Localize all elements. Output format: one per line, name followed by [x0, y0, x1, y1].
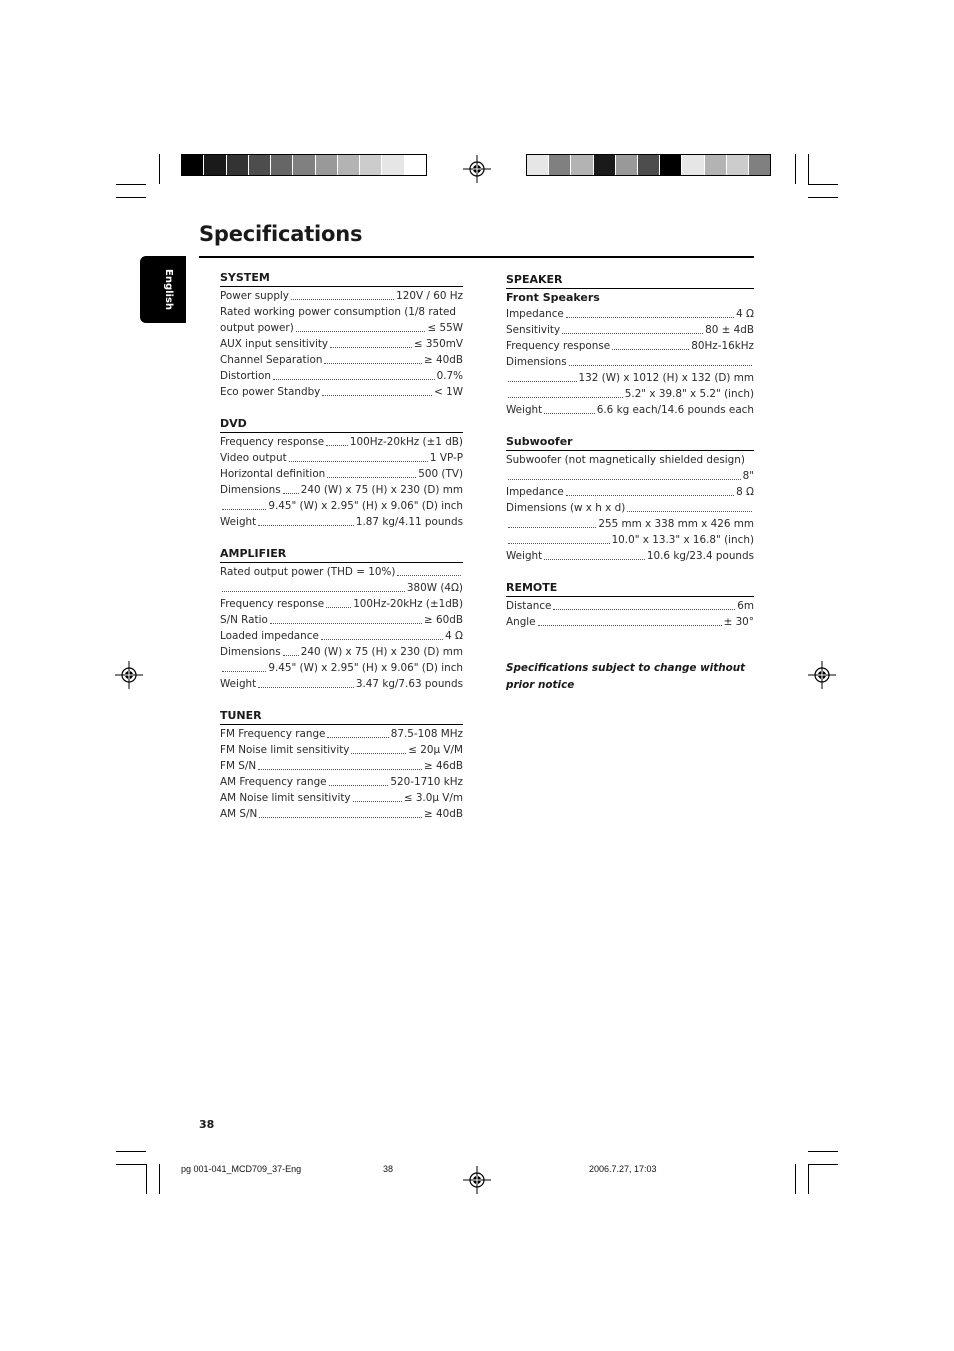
leader-dots: [566, 484, 734, 496]
spec-label: FM Noise limit sensitivity: [220, 744, 350, 756]
color-swatch: [594, 155, 616, 175]
title-rule: [199, 256, 754, 258]
color-swatch: [271, 155, 293, 175]
spec-label: Rated output power (THD = 10%): [220, 566, 396, 578]
section-heading: REMOTE: [506, 580, 754, 597]
spec-row: [220, 352, 463, 368]
disclaimer-note: Specifications subject to change without prior notice: [506, 662, 746, 691]
leader-dots: [324, 352, 422, 364]
remote-specs: [506, 598, 754, 630]
spec-value: 87.5-108 MHz: [390, 728, 463, 740]
spec-value: ≥ 60dB: [424, 614, 463, 626]
subsection-heading: Front Speakers: [506, 291, 600, 304]
spec-value: 5.2" x 39.8" x 5.2" (inch): [624, 388, 754, 400]
spec-value: 380W (4Ω): [406, 582, 463, 594]
spec-label: S/N Ratio: [220, 614, 268, 626]
color-swatch: [405, 155, 426, 175]
spec-value: 80Hz-16kHz: [691, 340, 754, 352]
spec-value: 80 ± 4dB: [705, 324, 754, 336]
color-swatch: [527, 155, 549, 175]
spec-row: [506, 354, 754, 370]
color-swatch: [682, 155, 704, 175]
spec-row: [220, 758, 463, 774]
footer-timestamp: 2006.7.27, 17:03: [589, 1164, 657, 1174]
spec-row: [220, 498, 463, 514]
leader-dots: [566, 306, 734, 318]
spec-row: [506, 338, 754, 354]
spec-value: 120V / 60 Hz: [396, 290, 463, 302]
spec-label: Video output: [220, 452, 287, 464]
front-speaker-specs: [506, 306, 754, 418]
leader-dots: [270, 612, 422, 624]
spec-value: 10.6 kg/23.4 pounds: [646, 550, 754, 562]
spec-row: [220, 564, 463, 580]
spec-row: [220, 368, 463, 384]
color-swatch: [382, 155, 404, 175]
spec-row: [220, 644, 463, 660]
spec-row: [506, 614, 754, 630]
color-swatch: [705, 155, 727, 175]
color-swatch: [727, 155, 749, 175]
spec-row: [220, 450, 463, 466]
spec-value: ± 30°: [723, 616, 754, 628]
spec-label: Impedance: [506, 308, 564, 320]
spec-row: [220, 304, 463, 320]
spec-row: [220, 774, 463, 790]
color-swatch: [749, 155, 770, 175]
spec-row: [220, 514, 463, 530]
leader-dots: [544, 402, 595, 414]
color-swatch: [249, 155, 271, 175]
spec-row: [220, 660, 463, 676]
leader-dots: [322, 384, 432, 396]
spec-label: Frequency response: [506, 340, 611, 352]
leader-dots: [353, 790, 402, 802]
spec-label: Distortion: [220, 370, 271, 382]
spec-value: ≥ 40dB: [424, 354, 463, 366]
section-heading: SYSTEM: [220, 270, 463, 287]
spec-row: [506, 516, 754, 532]
spec-row: [506, 452, 754, 468]
leader-dots: [222, 498, 266, 510]
page-number: 38: [199, 1118, 215, 1131]
spec-row: [220, 806, 463, 822]
leader-dots: [321, 628, 443, 640]
spec-label: FM S/N: [220, 760, 257, 772]
spec-value: 520-1710 kHz: [390, 776, 463, 788]
color-calibration-bar-left: [181, 154, 427, 176]
spec-row: [220, 596, 463, 612]
leader-dots: [326, 596, 351, 608]
spec-value: 4 Ω: [445, 630, 463, 642]
right-spec-column: [506, 272, 754, 630]
leader-dots: [397, 564, 461, 576]
leader-dots: [612, 338, 689, 350]
spec-value: ≥ 46dB: [424, 760, 463, 772]
spec-row: [220, 580, 463, 596]
leader-dots: [258, 514, 354, 526]
spec-value: 8": [742, 470, 754, 482]
spec-label: Dimensions: [220, 646, 281, 658]
spec-row: [220, 466, 463, 482]
leader-dots: [327, 466, 416, 478]
leader-dots: [562, 322, 703, 334]
spec-label: Subwoofer (not magnetically shielded design): [506, 454, 745, 466]
leader-dots: [508, 516, 596, 528]
leader-dots: [327, 726, 388, 738]
spec-label: Dimensions: [506, 356, 567, 368]
spec-row: [506, 468, 754, 484]
color-swatch: [182, 155, 204, 175]
spec-value: ≤ 3.0µ V/m: [403, 792, 463, 804]
spec-row: [220, 612, 463, 628]
spec-value: 1 VP-P: [429, 452, 463, 464]
section-heading: DVD: [220, 416, 463, 433]
color-swatch: [549, 155, 571, 175]
spec-row: [220, 742, 463, 758]
spec-label: FM Frequency range: [220, 728, 326, 740]
spec-value: 500 (TV): [418, 468, 463, 480]
spec-label: Weight: [506, 404, 543, 416]
leader-dots: [508, 386, 623, 398]
registration-mark-icon: [463, 155, 491, 183]
spec-label: Angle: [506, 616, 536, 628]
spec-value: 240 (W) x 75 (H) x 230 (D) mm: [300, 646, 463, 658]
spec-row: [220, 320, 463, 336]
leader-dots: [538, 614, 722, 626]
spec-label: Weight: [506, 550, 543, 562]
spec-label: Weight: [220, 516, 257, 528]
color-swatch: [293, 155, 315, 175]
spec-label: Dimensions (w x h x d): [506, 502, 626, 514]
spec-section: [220, 416, 463, 530]
leader-dots: [291, 288, 394, 300]
page-title: Specifications: [199, 222, 363, 246]
spec-value: 8 Ω: [736, 486, 754, 498]
spec-row: [220, 726, 463, 742]
leader-dots: [283, 644, 299, 656]
spec-row: [506, 386, 754, 402]
spec-label: Eco power Standby: [220, 386, 321, 398]
subsection-heading: Subwoofer: [506, 434, 754, 451]
spec-row: [220, 676, 463, 692]
leader-dots: [273, 368, 435, 380]
spec-value: < 1W: [434, 386, 463, 398]
spec-value: 240 (W) x 75 (H) x 230 (D) mm: [300, 484, 463, 496]
leader-dots: [508, 370, 577, 382]
leader-dots: [329, 774, 389, 786]
language-tab-label: English: [163, 269, 174, 311]
spec-label: AM Noise limit sensitivity: [220, 792, 351, 804]
color-swatch: [316, 155, 338, 175]
spec-value: 100Hz-20kHz (±1 dB): [349, 436, 463, 448]
spec-row: [506, 532, 754, 548]
spec-value: 132 (W) x 1012 (H) x 132 (D) mm: [578, 372, 754, 384]
leader-dots: [259, 806, 422, 818]
spec-label: Channel Separation: [220, 354, 323, 366]
registration-mark-icon: [463, 1166, 491, 1194]
spec-label: Frequency response: [220, 598, 325, 610]
spec-value: 1.87 kg/4.11 pounds: [355, 516, 463, 528]
leader-dots: [508, 532, 610, 544]
spec-section: [220, 708, 463, 822]
leader-dots: [283, 482, 299, 494]
subwoofer-specs: [506, 452, 754, 564]
registration-mark-icon: [808, 661, 836, 689]
spec-label: Power supply: [220, 290, 289, 302]
footer-file-name: pg 001-041_MCD709_37-Eng: [181, 1164, 302, 1174]
spec-row: [506, 322, 754, 338]
spec-label: Loaded impedance: [220, 630, 319, 642]
spec-label: Horizontal definition: [220, 468, 326, 480]
leader-dots: [508, 468, 741, 480]
spec-row: [506, 598, 754, 614]
leader-dots: [326, 434, 348, 446]
spec-row: [506, 484, 754, 500]
section-heading: AMPLIFIER: [220, 546, 463, 563]
spec-value: 6.6 kg each/14.6 pounds each: [596, 404, 754, 416]
spec-label: output power): [220, 322, 294, 334]
spec-value: ≤ 350mV: [413, 338, 463, 350]
spec-row: [220, 628, 463, 644]
spec-value: 9.45" (W) x 2.95" (H) x 9.06" (D) inch: [268, 500, 463, 512]
leader-dots: [222, 580, 405, 592]
spec-row: [220, 790, 463, 806]
spec-value: 100Hz-20kHz (±1dB): [353, 598, 463, 610]
spec-row: [220, 434, 463, 450]
spec-row: [506, 402, 754, 418]
spec-value: ≤ 55W: [427, 322, 463, 334]
left-spec-column: [220, 270, 463, 822]
spec-value: ≥ 40dB: [424, 808, 463, 820]
color-swatch: [638, 155, 660, 175]
color-calibration-bar-right: [526, 154, 771, 176]
spec-label: Weight: [220, 678, 257, 690]
registration-mark-icon: [115, 661, 143, 689]
color-swatch: [616, 155, 638, 175]
spec-row: [220, 482, 463, 498]
leader-dots: [627, 500, 752, 512]
spec-value: 4 Ω: [736, 308, 754, 320]
color-swatch: [660, 155, 682, 175]
spec-row: [220, 288, 463, 304]
leader-dots: [351, 742, 406, 754]
spec-row: [220, 384, 463, 400]
spec-row: [506, 548, 754, 564]
leader-dots: [258, 758, 422, 770]
spec-row: [220, 336, 463, 352]
spec-value: 255 mm x 338 mm x 426 mm: [598, 518, 754, 530]
spec-value: 6m: [737, 600, 754, 612]
color-swatch: [360, 155, 382, 175]
spec-row: [506, 500, 754, 516]
spec-label: Sensitivity: [506, 324, 561, 336]
spec-label: AM Frequency range: [220, 776, 327, 788]
section-heading: TUNER: [220, 708, 463, 725]
leader-dots: [289, 450, 428, 462]
section-heading: SPEAKER: [506, 272, 754, 289]
color-swatch: [204, 155, 226, 175]
spec-label: Distance: [506, 600, 552, 612]
spec-section: [220, 270, 463, 400]
leader-dots: [330, 336, 412, 348]
spec-row: [506, 306, 754, 322]
spec-label: Frequency response: [220, 436, 325, 448]
spec-value: 0.7%: [436, 370, 463, 382]
color-swatch: [338, 155, 360, 175]
leader-dots: [222, 660, 266, 672]
spec-value: 3.47 kg/7.63 pounds: [355, 678, 463, 690]
spec-section: [220, 546, 463, 692]
spec-label: AM S/N: [220, 808, 258, 820]
spec-value: 10.0" x 13.3" x 16.8" (inch): [611, 534, 754, 546]
spec-value: ≤ 20µ V/M: [408, 744, 463, 756]
leader-dots: [544, 548, 645, 560]
spec-label: Rated working power consumption (1/8 rated: [220, 306, 457, 318]
leader-dots: [553, 598, 735, 610]
spec-label: Dimensions: [220, 484, 281, 496]
color-swatch: [571, 155, 593, 175]
spec-row: [506, 370, 754, 386]
color-swatch: [227, 155, 249, 175]
spec-label: AUX input sensitivity: [220, 338, 329, 350]
leader-dots: [296, 320, 426, 332]
footer-page: 38: [383, 1164, 394, 1174]
spec-value: 9.45" (W) x 2.95" (H) x 9.06" (D) inch: [268, 662, 463, 674]
spec-label: Impedance: [506, 486, 564, 498]
leader-dots: [258, 676, 354, 688]
leader-dots: [569, 354, 752, 366]
